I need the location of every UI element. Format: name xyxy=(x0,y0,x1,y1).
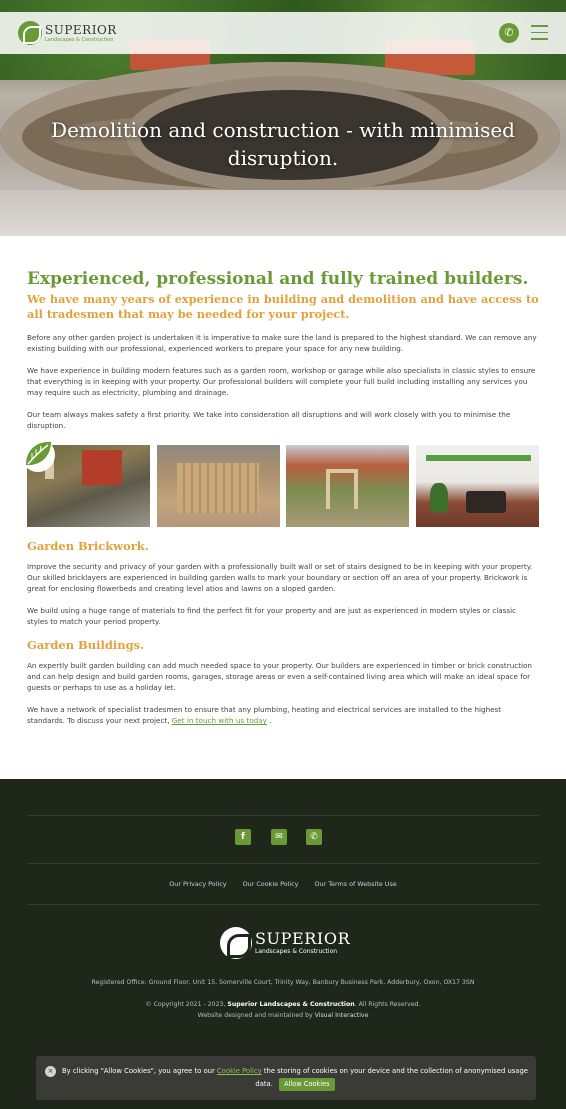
phone-icon[interactable]: ✆ xyxy=(306,829,322,845)
brickwork-paragraph: Improve the security and privacy of your garden with a professionally built wall or set of stairs designed to be in keeping with your property. Our skilled bricklayers are experienced in building garden walls to mark your boundary or section off an area of your property. Brickwork is great for enclosing flowerbeds and creating level atios and lawns on a sloped garden. xyxy=(27,562,533,593)
email-icon[interactable]: ✉ xyxy=(271,829,287,845)
footer-divider xyxy=(27,904,539,905)
designer-link[interactable]: Visual Interactive xyxy=(314,1012,369,1019)
contact-link[interactable]: Get in touch with us today xyxy=(171,716,267,725)
intro-paragraph: Before any other garden project is undertaken it is imperative to make sure the land is prepared to the highest standard. We can remove any existing building with our professional, experienced workers to prepare your space for any new building. xyxy=(27,333,537,353)
hero-paving xyxy=(0,190,566,236)
footer-logo-name: SUPERIOR xyxy=(255,929,351,948)
footer-logo[interactable] xyxy=(220,927,350,959)
registered-address: Registered Office: Ground Floor, Unit 15, Somerville Court, Trinity Way, Banbury Business Park, Adderbury, Oxon, OX17 3SN xyxy=(91,979,475,986)
terms-link[interactable]: Our Terms of Website Use xyxy=(314,880,397,888)
privacy-policy-link[interactable]: Our Privacy Policy xyxy=(169,880,227,888)
buildings-heading: Garden Buildings. xyxy=(27,638,145,652)
services-section xyxy=(27,539,539,726)
close-icon[interactable]: × xyxy=(45,1066,56,1077)
page-title: Experienced, professional and fully trained builders. xyxy=(27,269,529,289)
logo-name: SUPERIOR xyxy=(45,22,117,37)
footer-logo-subtitle: Landscapes & Construction xyxy=(255,948,338,955)
page-subtitle: We have many years of experience in building and demolition and have access to all tradesmen that may be needed for your project. xyxy=(27,292,539,321)
allow-cookies-button[interactable]: Allow Cookies xyxy=(279,1078,335,1091)
leaf-decoration-icon xyxy=(20,437,56,473)
brickwork-paragraph: We build using a huge range of materials to find the perfect fit for your property and are just as experienced in modern styles or classic styles to match your period property. xyxy=(27,606,517,626)
phone-icon[interactable]: ✆ xyxy=(499,23,519,43)
site-logo[interactable] xyxy=(18,20,117,46)
project-gallery xyxy=(27,445,539,527)
gallery-image-fence[interactable] xyxy=(157,445,280,527)
intro-paragraph: We have experience in building modern features such as a garden room, workshop or garage while also specialists in classic styles to ensure that everything is in keeping with your property. Our professional builders will complete your full build including installing any services you may require such as electricity, plumbing and drainage. xyxy=(27,366,536,397)
gallery-image-pergola[interactable] xyxy=(416,445,539,527)
footer-divider xyxy=(27,815,539,816)
footer-links xyxy=(0,880,566,888)
intro-paragraph: Our team always makes safety a first priority. We take into consideration all disruptions and will work closely with you to minimise the disruption. xyxy=(27,410,511,430)
logo-subtitle: Landscapes & Construction xyxy=(45,36,114,43)
hamburger-menu-icon[interactable] xyxy=(531,25,548,40)
cookie-banner xyxy=(36,1056,536,1100)
cookie-policy-link[interactable]: Cookie Policy xyxy=(216,1067,262,1075)
facebook-icon[interactable]: f xyxy=(235,829,251,845)
copyright: © Copyright 2021 - 2023, Superior Landscapes & Construction. All Rights Reserved. Website designed and maintained by Visual Interactive xyxy=(145,1001,421,1019)
leaf-logo-icon xyxy=(18,21,42,45)
leaf-logo-icon xyxy=(220,927,252,959)
buildings-paragraph: An expertly built garden building can add much needed space to your property. Our builders are experienced in timber or brick construction and can help design and build garden rooms, garages, storage areas or even a self-contained living area which will make an ideal space for guests or perhaps to use as a holiday let. xyxy=(27,661,532,692)
main-content xyxy=(27,268,539,431)
buildings-paragraph: We have a network of specialist tradesmen to ensure that any plumbing, heating and electrical services are installed to the highest standards. To discuss your next project, Get in touch with us today . xyxy=(27,705,502,725)
cookie-policy-link[interactable]: Our Cookie Policy xyxy=(242,880,299,888)
brickwork-heading: Garden Brickwork. xyxy=(27,539,149,553)
footer-divider xyxy=(27,863,539,864)
hero-title: Demolition and construction - with minimised disruption. xyxy=(51,118,515,170)
cookie-message: By clicking "Allow Cookies", you agree to our Cookie Policy the storing of cookies on your device and the collection of anonymised usage data. Allow Cookies xyxy=(61,1065,529,1091)
site-header xyxy=(0,12,566,54)
gallery-image-arbor[interactable] xyxy=(286,445,409,527)
